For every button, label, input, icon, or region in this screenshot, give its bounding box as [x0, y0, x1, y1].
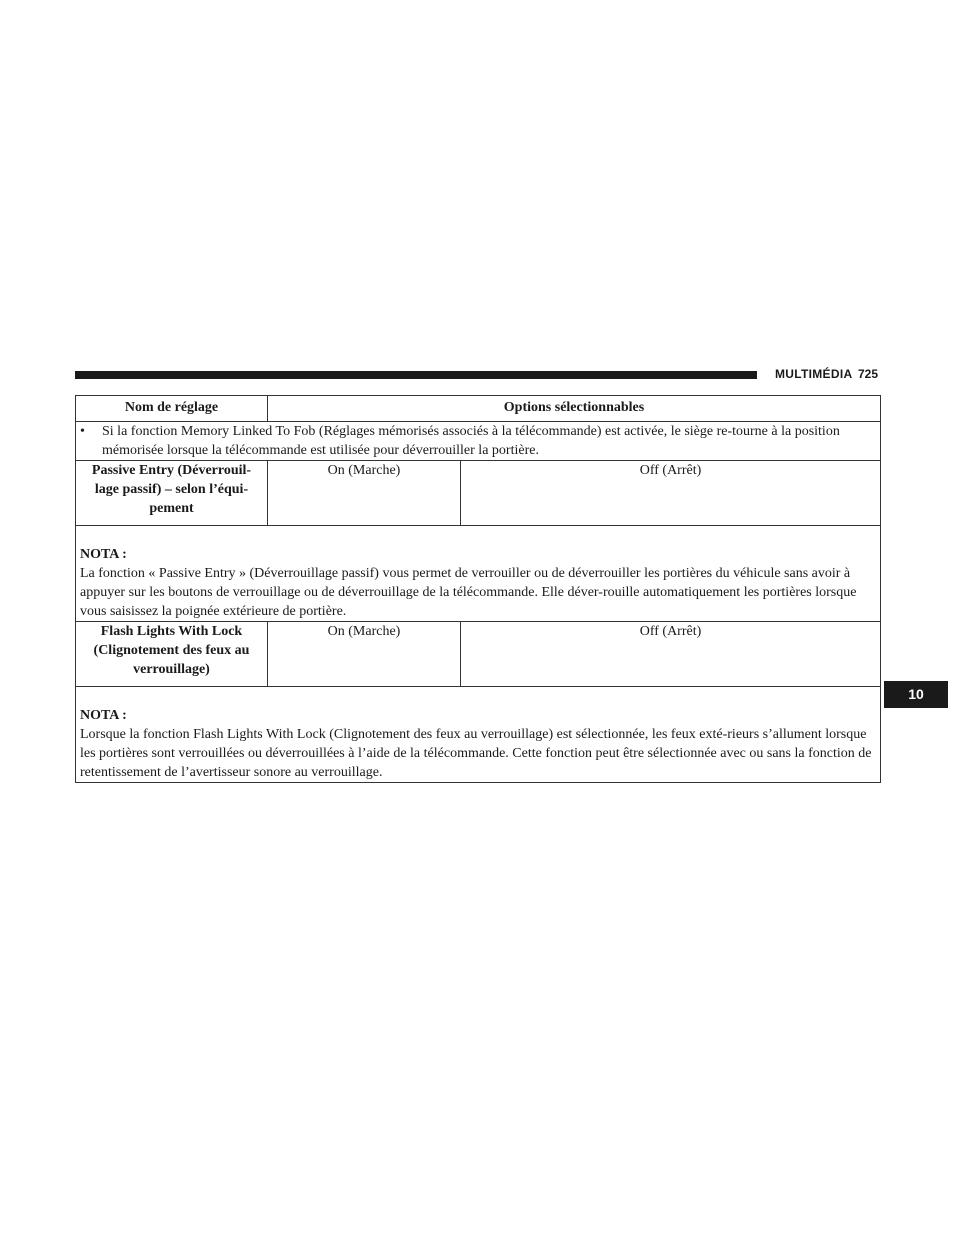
- option-on: On (Marche): [268, 622, 461, 687]
- table-row: [76, 622, 881, 687]
- bullet-icon: •: [80, 424, 85, 439]
- option-off: Off (Arrêt): [461, 461, 881, 526]
- settings-table: [75, 395, 881, 783]
- header-rule: [75, 371, 757, 379]
- note-label: NOTA :: [80, 708, 127, 723]
- option-on: On (Marche): [268, 461, 461, 526]
- setting-name: Passive Entry (Déverrouil-lage passif) – selon l’équi-pement: [76, 461, 268, 526]
- bullet-item: [80, 422, 876, 460]
- note-cell: [76, 526, 881, 622]
- table-row: [76, 461, 881, 526]
- note-text: La fonction « Passive Entry » (Déverrouillage passif) vous permet de verrouiller ou de déverrouiller les portières du véhicule sans avoir à appuyer sur les boutons de verrouillage ou de déverrouillage de la télécommande. Elle déver-rouille automatiquement les portières lorsque vous saisissez la poignée extérieure de portière.: [80, 566, 857, 619]
- option-off: Off (Arrêt): [461, 622, 881, 687]
- section-title: MULTIMÉDIA: [775, 367, 853, 381]
- table-header-row: [76, 396, 881, 422]
- chapter-tab: 10: [884, 681, 948, 708]
- table-row: [76, 422, 881, 461]
- setting-name: Flash Lights With Lock (Clignotement des feux au verrouillage): [76, 622, 268, 687]
- page-number: 725: [858, 367, 879, 381]
- col-header-options: Options sélectionnables: [268, 396, 881, 422]
- bullet-text: Si la fonction Memory Linked To Fob (Réglages mémorisés associés à la télécommande) est activée, le siège re-tourne à la position mémorisée lorsque la télécommande est utilisée pour déverrouiller la portière.: [102, 424, 840, 458]
- col-header-name: Nom de réglage: [76, 396, 268, 422]
- table-row: [76, 687, 881, 783]
- table-row: [76, 526, 881, 622]
- note-text: Lorsque la fonction Flash Lights With Lock (Clignotement des feux au verrouillage) est sélectionnée, les feux exté-rieurs s’allument lorsque les portières sont verrouillées ou déverrouillées à l’aide de la télécommande. Cette fonction peut être sélectionnée avec ou sans la fonction de retentissement de l’avertisseur sonore au verrouillage.: [80, 727, 872, 780]
- page-header: [75, 368, 885, 386]
- note-cell: [76, 687, 881, 783]
- note-label: NOTA :: [80, 547, 127, 562]
